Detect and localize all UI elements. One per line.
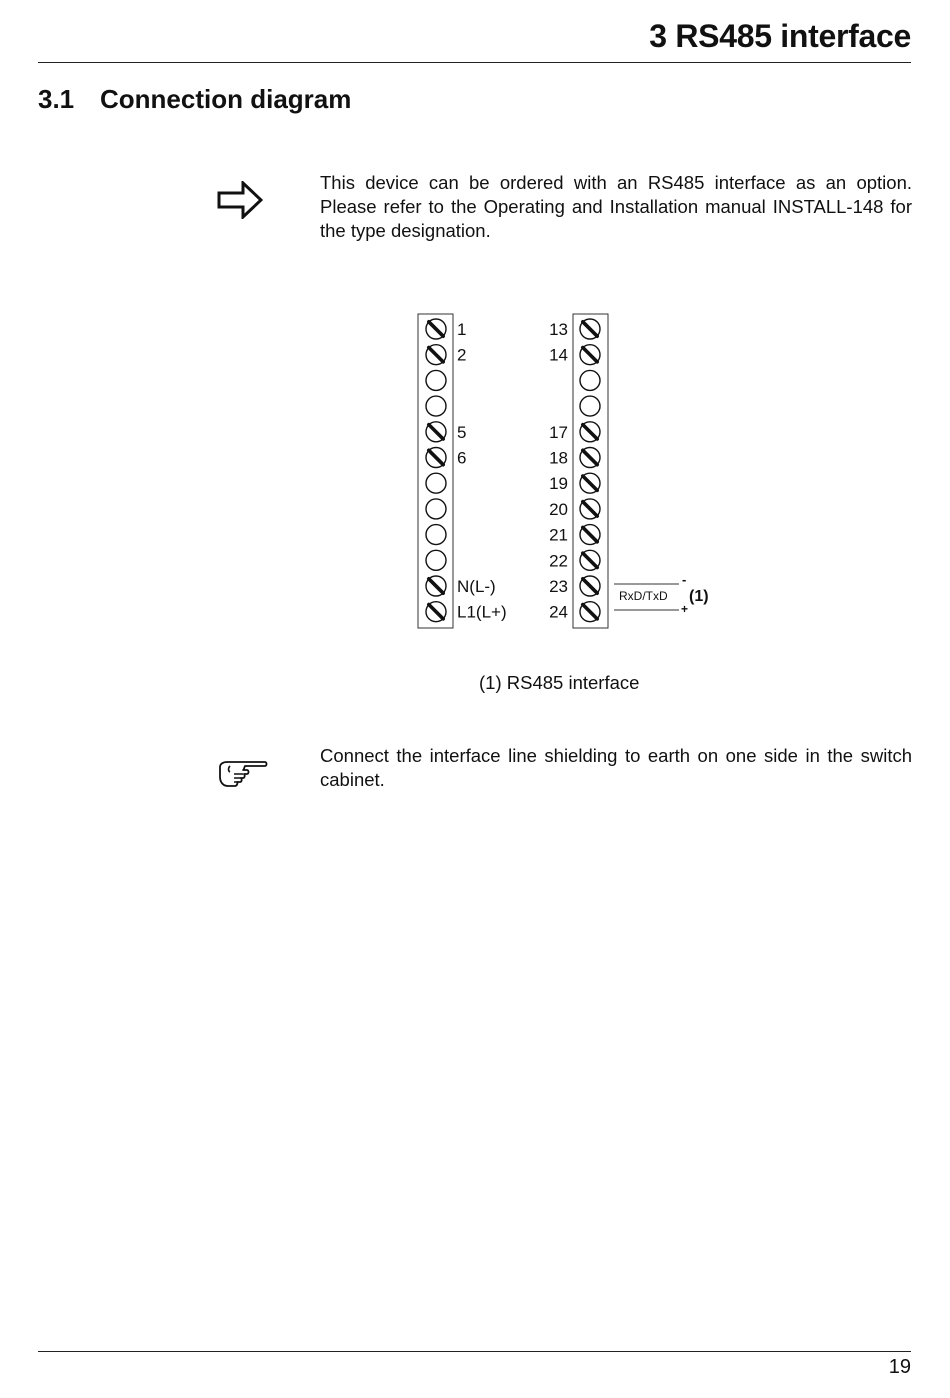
section-number: 3.1 bbox=[38, 84, 75, 114]
empty-terminal-icon bbox=[426, 473, 446, 493]
left-terminal-strip bbox=[418, 314, 453, 628]
empty-terminal-icon bbox=[426, 370, 446, 390]
terminal-label: 17 bbox=[549, 422, 568, 442]
screw-slot-icon bbox=[583, 605, 597, 619]
terminal-label: 13 bbox=[549, 320, 568, 339]
terminal-label: 24 bbox=[549, 602, 568, 622]
screw-slot-icon bbox=[583, 322, 597, 336]
empty-terminal-icon bbox=[426, 525, 446, 545]
screw-slot-icon bbox=[429, 450, 443, 464]
diagram-caption: (1) RS485 interface bbox=[479, 672, 640, 693]
screw-slot-icon bbox=[429, 348, 443, 362]
screw-slot-icon bbox=[583, 476, 597, 490]
screw-slot-icon bbox=[583, 579, 597, 593]
page-number: 19 bbox=[888, 1356, 911, 1378]
terminal-label: 14 bbox=[549, 345, 568, 365]
screw-slot-icon bbox=[583, 527, 597, 541]
empty-terminal-icon bbox=[580, 370, 600, 390]
plus-sign: + bbox=[681, 602, 689, 616]
note-hint-text: Connect the interface line shielding to earth on one side in the switch cabinet. bbox=[320, 745, 912, 790]
footer-rule bbox=[38, 1351, 911, 1352]
screw-slot-icon bbox=[583, 553, 597, 567]
screw-slot-icon bbox=[583, 502, 597, 516]
minus-sign: - bbox=[682, 572, 687, 587]
terminal-label: L1(L+) bbox=[457, 602, 507, 622]
reference-marker: (1) bbox=[689, 588, 709, 605]
screw-slot-icon bbox=[583, 348, 597, 362]
screw-slot-icon bbox=[583, 425, 597, 439]
chapter-title: 3 RS485 interface bbox=[649, 18, 911, 54]
note-info-text: This device can be ordered with an RS485 interface as an option. Please refer to the Operating and Installation manual INSTALL-148 for the type designation. bbox=[320, 172, 912, 241]
terminal-label: N(L-) bbox=[457, 577, 496, 596]
screw-slot-icon bbox=[429, 579, 443, 593]
signal-label: RxD/TxD bbox=[619, 589, 668, 603]
terminal-label: 21 bbox=[549, 525, 568, 545]
section-title-text: Connection diagram bbox=[100, 84, 352, 114]
pointing-hand-icon bbox=[217, 758, 269, 793]
terminal-label: 2 bbox=[457, 345, 467, 365]
terminal-label: 22 bbox=[549, 551, 568, 571]
terminal-label: 6 bbox=[457, 448, 467, 468]
terminal-label: 19 bbox=[549, 474, 568, 494]
right-terminal-strip bbox=[573, 314, 608, 628]
terminal-label: 18 bbox=[549, 448, 568, 468]
terminal-label: 5 bbox=[457, 422, 467, 442]
empty-terminal-icon bbox=[426, 550, 446, 570]
empty-terminal-icon bbox=[580, 396, 600, 416]
terminal-label: 23 bbox=[549, 577, 568, 596]
screw-slot-icon bbox=[583, 450, 597, 464]
terminal-label: 1 bbox=[457, 320, 467, 339]
screw-slot-icon bbox=[429, 605, 443, 619]
empty-terminal-icon bbox=[426, 499, 446, 519]
terminal-label: 20 bbox=[549, 499, 568, 519]
screw-slot-icon bbox=[429, 425, 443, 439]
screw-slot-icon bbox=[429, 322, 443, 336]
empty-terminal-icon bbox=[426, 396, 446, 416]
